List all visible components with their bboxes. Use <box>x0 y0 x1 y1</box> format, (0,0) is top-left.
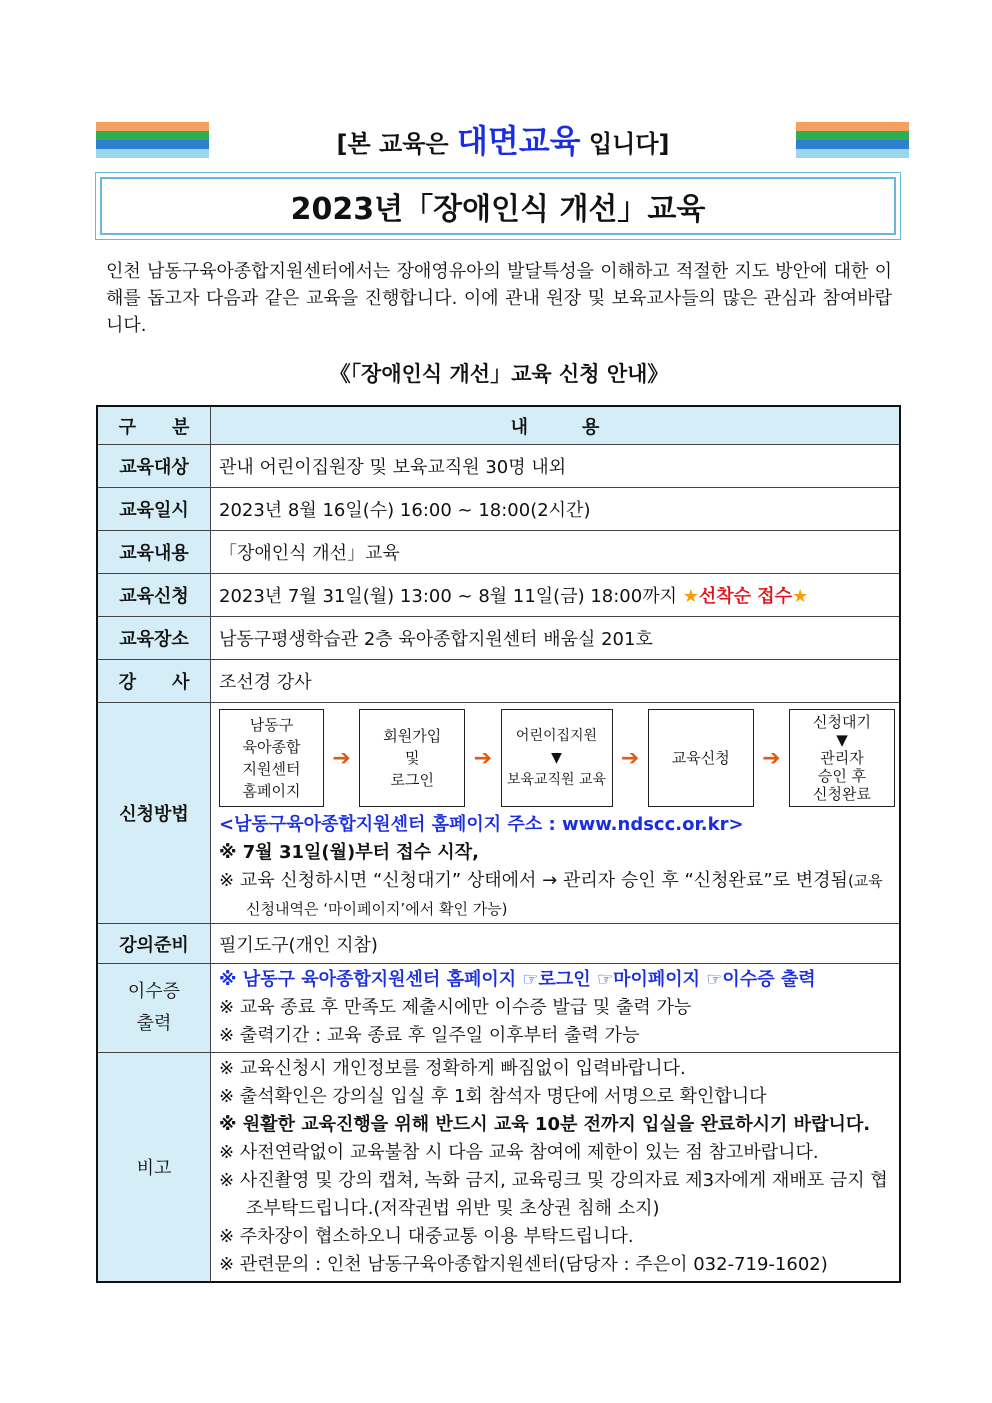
value-place: 남동구평생학습관 2층 육아종합지원센터 배움실 201호 <box>211 617 901 660</box>
arrow-right-icon: ➔ <box>473 745 493 771</box>
application-flow <box>219 709 895 807</box>
label-method: 신청방법 <box>97 703 211 924</box>
label-remarks: 비고 <box>97 1053 211 1283</box>
row-cert <box>97 964 900 1053</box>
row-remarks <box>97 1053 900 1283</box>
apply-highlight: 선착순 접수 <box>698 586 793 607</box>
label-date: 교육일시 <box>97 488 211 531</box>
label-content: 교육내용 <box>97 531 211 574</box>
label-target: 교육대상 <box>97 445 211 488</box>
remark-item: ※ 사전연락없이 교육불참 시 다음 교육 참여에 제한이 있는 점 참고바랍니다. <box>219 1142 819 1163</box>
flow-step-apply: 교육신청 <box>648 709 754 807</box>
row-place <box>97 617 900 660</box>
label-prep: 강의준비 <box>97 924 211 964</box>
row-prep <box>97 924 900 964</box>
remark-item: ※ 원활한 교육진행을 위해 반드시 교육 10분 전까지 입실을 완료하시기 바랍니다. <box>219 1114 871 1135</box>
cert-steps: ※ 남동구 육아종합지원센터 홈페이지 ☞로그인 ☞마이페이지 ☞이수증 출력 <box>219 969 816 990</box>
remark-item: ※ 주차장이 협소하오니 대중교통 이용 부탁드립니다. <box>219 1226 634 1247</box>
value-date: 2023년 8월 16일(수) 16:00 ~ 18:00(2시간) <box>211 488 901 531</box>
star-icon: ★ <box>682 586 699 607</box>
headline-prefix: [본 교육은 <box>336 130 449 158</box>
remark-item: ※ 사진촬영 및 강의 캡쳐, 녹화 금지, 교육링크 및 강의자료 제3자에게 재배포 금지 협조부탁드립니다.(저작권법 위반 및 초상권 침해 소지) <box>219 1170 888 1219</box>
arrow-right-icon: ➔ <box>332 745 351 771</box>
star-icon: ★ <box>792 586 809 607</box>
intro-paragraph: 인천 남동구육아종합지원센터에서는 장애영유아의 발달특성을 이해하고 적절한 지도 방안에 대한 이해를 돕고자 다음과 같은 교육을 진행합니다. 이에 관내 원장 및 보육교사들의 많은 관심과 참여바랍니다. <box>106 261 892 336</box>
cert-note-survey: ※ 교육 종료 후 만족도 제출시에만 이수증 발급 및 출력 가능 <box>219 997 692 1018</box>
value-method <box>211 703 901 924</box>
row-lecturer <box>97 660 900 703</box>
method-note-status: ※ 교육 신청하시면 “신청대기” 상태에서 → 관리자 승인 후 “신청완료”로 변경됨(교육 신청내역은 ‘마이페이지’에서 확인 가능) <box>219 870 883 918</box>
down-triangle-icon: ▼ <box>836 731 848 749</box>
remark-item: ※ 출석확인은 강의실 입실 후 1회 참석자 명단에 서명으로 확인합니다 <box>219 1086 767 1107</box>
row-target <box>97 445 900 488</box>
decorative-band-left <box>96 122 209 158</box>
apply-period: 2023년 7월 31일(월) 13:00 ~ 8월 11일(금) 18:00까지 <box>219 586 677 607</box>
down-triangle-icon: ▼ <box>551 750 562 766</box>
flow-step-login: 회원가입 및 로그인 <box>359 709 465 807</box>
flow-step-complete: 신청대기 ▼ 관리자 승인 후 신청완료 <box>789 709 895 807</box>
label-apply: 교육신청 <box>97 574 211 617</box>
arrow-right-icon: ➔ <box>620 745 640 771</box>
cert-note-period: ※ 출력기간 : 교육 종료 후 일주일 이후부터 출력 가능 <box>219 1025 640 1046</box>
table-header-row <box>97 406 900 445</box>
header-content: 내 용 <box>211 406 901 445</box>
value-cert <box>211 964 901 1053</box>
headline-suffix: 입니다] <box>588 130 670 158</box>
value-prep: 필기도구(개인 지참) <box>211 924 901 964</box>
method-note-start: ※ 7월 31일(월)부터 접수 시작, <box>219 842 479 863</box>
remark-item: ※ 교육신청시 개인정보를 정확하게 빠짐없이 입력바랍니다. <box>219 1058 686 1079</box>
label-cert: 이수증 출력 <box>97 964 211 1053</box>
headline-highlight: 대면교육 <box>456 122 581 160</box>
flow-step-daycare-support: 어린이집지원 ▼ 보육교직원 교육 <box>501 709 613 807</box>
decorative-band-right <box>796 122 909 158</box>
label-lecturer: 강 사 <box>97 660 211 703</box>
flow-step-homepage: 남동구 육아종합 지원센터 홈페이지 <box>219 709 324 807</box>
remark-item: ※ 관련문의 : 인천 남동구육아종합지원센터(담당자 : 주은이 032-719-1602) <box>219 1254 828 1275</box>
arrow-right-icon: ➔ <box>762 745 781 771</box>
headline <box>210 122 796 163</box>
row-apply <box>97 574 900 617</box>
value-apply <box>211 574 901 617</box>
label-place: 교육장소 <box>97 617 211 660</box>
value-content: 「장애인식 개선」교육 <box>211 531 901 574</box>
header-category: 구 분 <box>97 406 211 445</box>
info-table <box>96 405 901 1283</box>
homepage-url: <남동구육아종합지원센터 홈페이지 주소 : www.ndscc.or.kr> <box>219 814 744 835</box>
value-remarks <box>211 1053 901 1283</box>
value-lecturer: 조선경 강사 <box>211 660 901 703</box>
page-title: 2023년「장애인식 개선」교육 <box>100 177 896 235</box>
section-subtitle: 《「장애인식 개선」교육 신청 안내》 <box>329 362 669 386</box>
row-method <box>97 703 900 924</box>
title-box <box>95 172 901 240</box>
row-date <box>97 488 900 531</box>
value-target: 관내 어린이집원장 및 보육교직원 30명 내외 <box>211 445 901 488</box>
row-content <box>97 531 900 574</box>
